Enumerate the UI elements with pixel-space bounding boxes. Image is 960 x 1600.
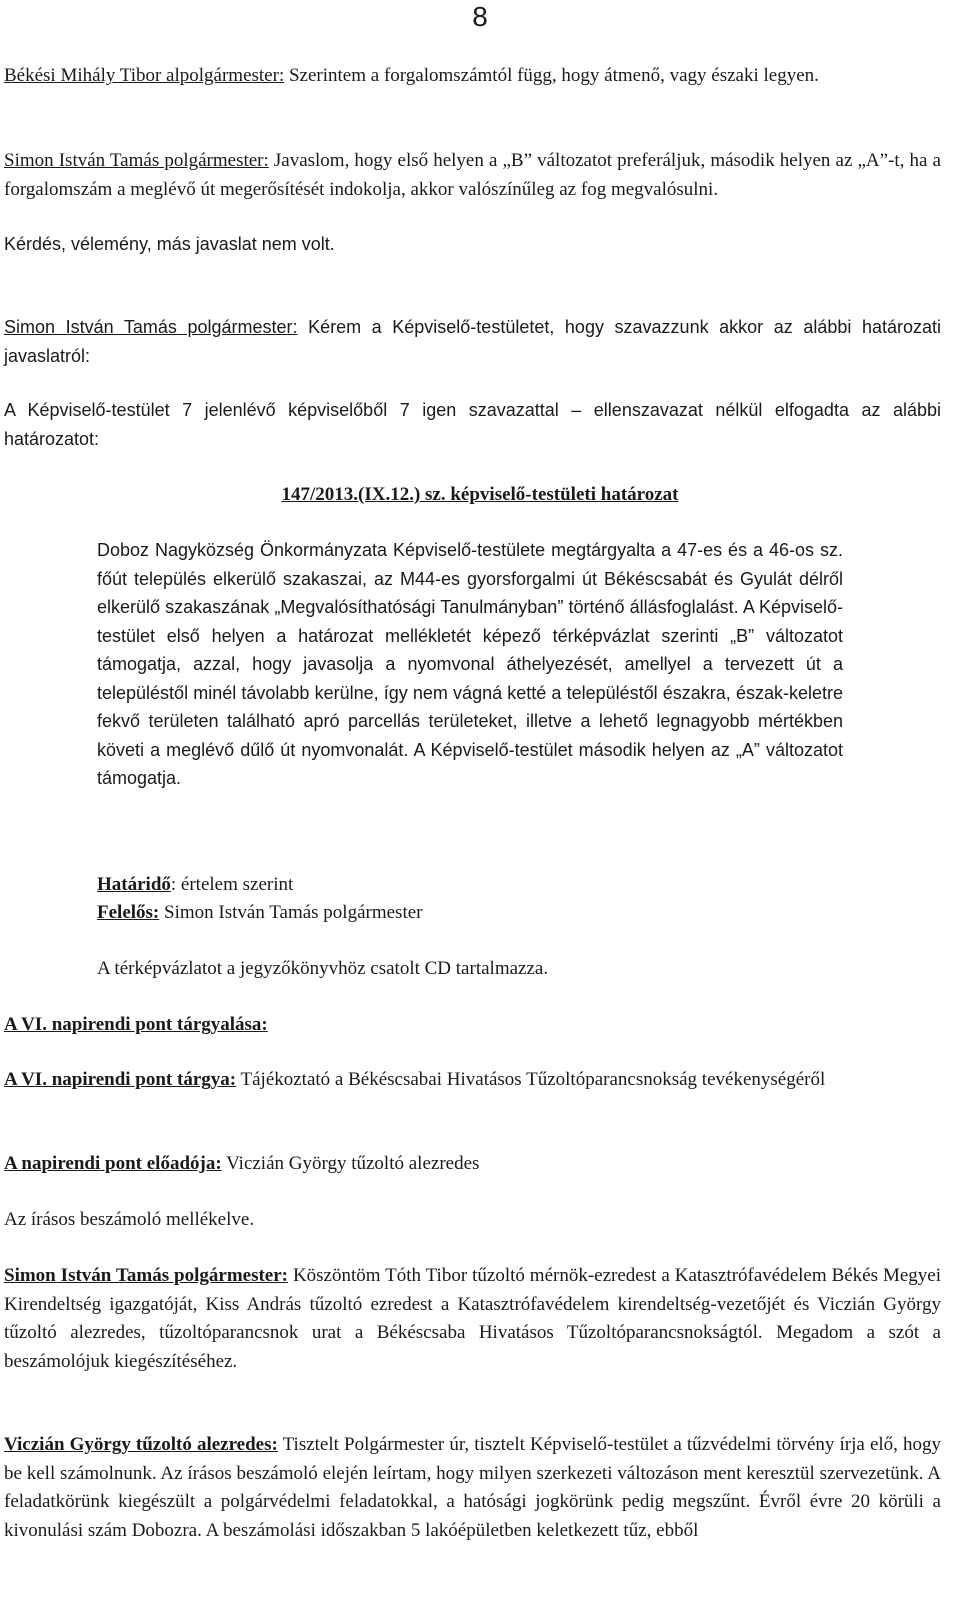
paragraph-deputy-mayor-statement (4, 62, 941, 91)
agenda-presenter-label: A napirendi pont előadója: (4, 1153, 222, 1174)
agenda-subject-text: Tájékoztató a Békéscsabai Hivatásos Tűzoltóparancsnokság tevékenységéről (236, 1069, 826, 1090)
agenda-presenter (4, 1150, 941, 1179)
paragraph-text: Köszöntöm Tóth Tibor tűzoltó mérnök-ezredest a Katasztrófavédelem Békés Megyei Kirendeltség igazgatóját, Kiss András tűzoltó ezredest a Katasztrófavédelem kirendeltség-vezetőjét és Viczián György tűzoltó alezredes, tűzoltóparancsnok urat a Békéscsaba Hivatásos Tűzoltóparancsnokságtól. Megadom a szót a beszámolójuk kiegészítéséhez. (4, 1265, 941, 1372)
deadline-value: : értelem szerint (170, 874, 294, 895)
agenda-subject (4, 1066, 941, 1095)
speaker-label: Békési Mihály Tibor alpolgármester: (4, 65, 285, 86)
resolution-title: 147/2013.(IX.12.) sz. képviselő-testületi határozat (281, 484, 679, 505)
resolution-responsible (97, 899, 960, 928)
section-heading: A VI. napirendi pont tárgyalása: (4, 1014, 268, 1035)
attachment-note: Az írásos beszámoló mellékelve. (4, 1209, 255, 1230)
map-note: A térképvázlatot a jegyzőkönyvhöz csatolt CD tartalmazza. (97, 958, 549, 979)
paragraph-fire-chief-report (4, 1431, 941, 1545)
paragraph-mayor-vote-call (4, 313, 941, 370)
speaker-label: Simon István Tamás polgármester: (4, 150, 269, 171)
responsible-value: Simon István Tamás polgármester (159, 902, 423, 923)
responsible-label: Felelős: (97, 902, 160, 923)
speaker-label: Viczián György tűzoltó alezredes: (4, 1434, 278, 1455)
agenda-subject-label: A VI. napirendi pont tárgya: (4, 1069, 237, 1090)
paragraph-mayor-welcome (4, 1262, 941, 1376)
paragraph-text: Tisztelt Polgármester úr, tisztelt Képviselő-testület a tűzvédelmi törvény írja elő, hogy be kell számolnunk. Az írásos beszámoló elején leírtam, hogy milyen szerkezeti változáson ment keresztül szervezetünk. A feladatkörünk kiegészült a polgárvédelmi feladatokkal, a hatósági jogkörünk pedig megszűnt. Évről évre 20 körüli a kivonulási szám Dobozra. A beszámolási időszakban 5 lakóépületben keletkezett tűz, ebből (4, 1434, 941, 1541)
resolution-deadline (97, 871, 960, 900)
paragraph-mayor-proposal (4, 147, 941, 204)
page-number: 8 (472, 1, 488, 32)
speaker-label: Simon István Tamás polgármester: (4, 317, 298, 337)
speaker-label: Simon István Tamás polgármester: (4, 1265, 288, 1286)
paragraph-vote-result: A Képviselő-testület 7 jelenlévő képviselőből 7 igen szavazattal – ellenszavazat nélkül elfogadta az alábbi határozatot: (4, 400, 941, 449)
resolution-body: Doboz Nagyközség Önkormányzata Képviselő-testülete megtárgyalta a 47-es és a 46-os sz. főút település elkerülő szakaszai, az M44-es gyorsforgalmi út Békéscsabát és Gyulát délről elkerülő szakaszának „Megvalósíthatósági Tanulmányban” történő állásfoglalást. A Képviselő-testület első helyen a határozat mellékletét képező térképvázlat szerinti „B” változatot támogatja, azzal, hogy javasolja a nyomvonal áthelyezését, amellyel a tervezett út a településtől minél távolabb kerülne, így nem vágná ketté a településtől északra, észak-keletre fekvő területen található apró parcellás területeket, illetve a lehető legnagyobb mértékben követi a meglévő dűlő út nyomvonalát. A Képviselő-testület második helyen az „A” változatot támogatja. (97, 540, 843, 788)
paragraph-text: Szerintem a forgalomszámtól függ, hogy átmenő, vagy északi legyen. (284, 65, 819, 86)
agenda-presenter-text: Viczián György tűzoltó alezredes (221, 1153, 480, 1174)
deadline-label: Határidő (97, 874, 171, 895)
paragraph-text: Kérem a Képviselő-testületet, hogy szavazzunk akkor az alábbi határozati javaslatról: (4, 317, 941, 366)
paragraph-no-questions: Kérdés, vélemény, más javaslat nem volt. (4, 234, 335, 254)
paragraph-text: Javaslom, hogy első helyen a „B” változatot preferáljuk, második helyen az „A”-t, ha a forgalomszám a meglévő út megerősítését indokolja, akkor valószínűleg az fog megvalósulni. (4, 150, 941, 200)
